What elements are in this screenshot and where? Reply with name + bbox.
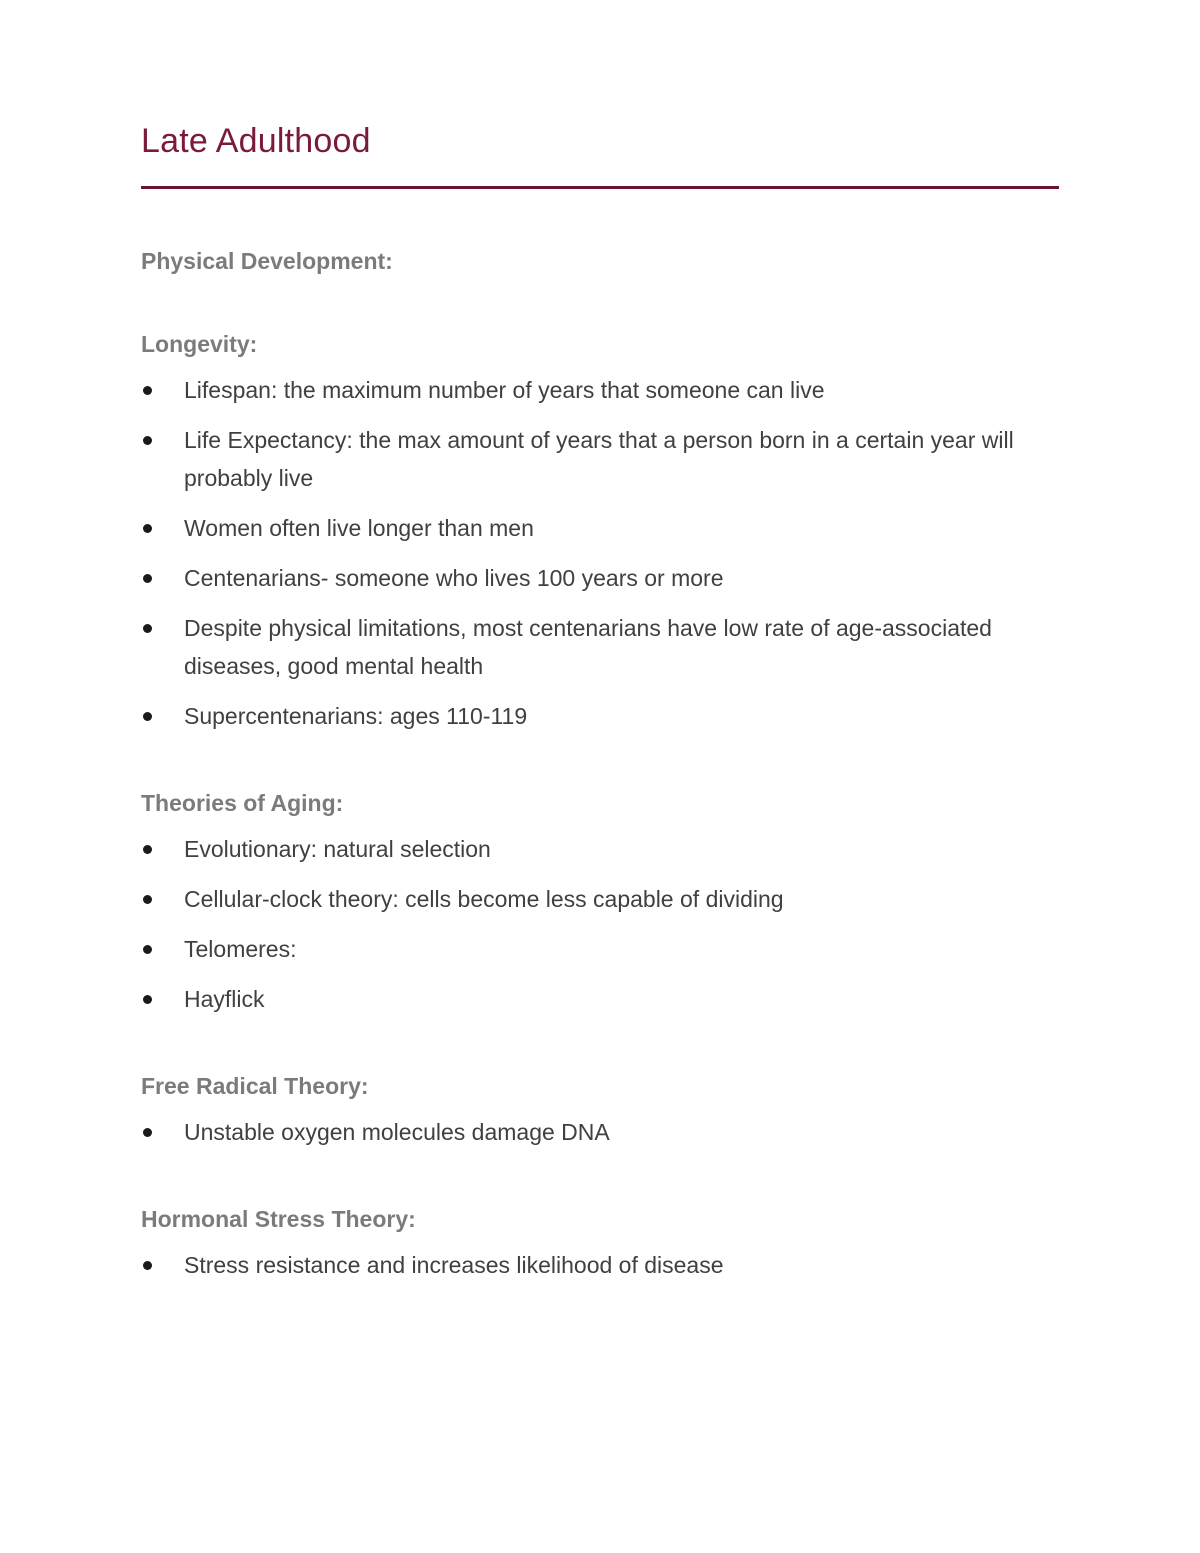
list-item: Centenarians- someone who lives 100 years or more (141, 559, 1059, 597)
heading-physical-development: Physical Development: (141, 248, 393, 274)
list-item: Women often live longer than men (141, 509, 1059, 547)
longevity-list (141, 371, 1059, 735)
bullet-icon (143, 1128, 152, 1137)
bullet-icon (143, 436, 152, 445)
free-radical-list (141, 1113, 1059, 1151)
list-item: Unstable oxygen molecules damage DNA (141, 1113, 1059, 1151)
theories-list (141, 830, 1059, 1018)
bullet-icon (143, 945, 152, 954)
list-item: Telomeres: (141, 930, 1059, 968)
list-item: Cellular-clock theory: cells become less capable of dividing (141, 880, 1059, 918)
title-divider (141, 186, 1059, 189)
bullet-icon (143, 574, 152, 583)
bullet-icon (143, 524, 152, 533)
list-item: Stress resistance and increases likelihood of disease (141, 1246, 1059, 1284)
heading-free-radical-theory: Free Radical Theory: (141, 1073, 369, 1099)
list-item: Despite physical limitations, most centenarians have low rate of age-associated diseases, good mental health (141, 609, 1059, 685)
bullet-icon (143, 1261, 152, 1270)
heading-theories-of-aging: Theories of Aging: (141, 790, 344, 816)
hormonal-stress-list (141, 1246, 1059, 1284)
list-item: Hayflick (141, 980, 1059, 1018)
bullet-icon (143, 386, 152, 395)
bullet-icon (143, 712, 152, 721)
bullet-icon (143, 845, 152, 854)
list-item: Life Expectancy: the max amount of years that a person born in a certain year will probably live (141, 421, 1059, 497)
list-item: Evolutionary: natural selection (141, 830, 1059, 868)
list-item: Lifespan: the maximum number of years that someone can live (141, 371, 1059, 409)
bullet-icon (143, 895, 152, 904)
bullet-icon (143, 624, 152, 633)
heading-hormonal-stress-theory: Hormonal Stress Theory: (141, 1206, 416, 1232)
bullet-icon (143, 995, 152, 1004)
list-item: Supercentenarians: ages 110-119 (141, 697, 1059, 735)
document-title: Late Adulthood (141, 122, 371, 160)
heading-longevity: Longevity: (141, 331, 258, 357)
document-page (141, 118, 1059, 1284)
